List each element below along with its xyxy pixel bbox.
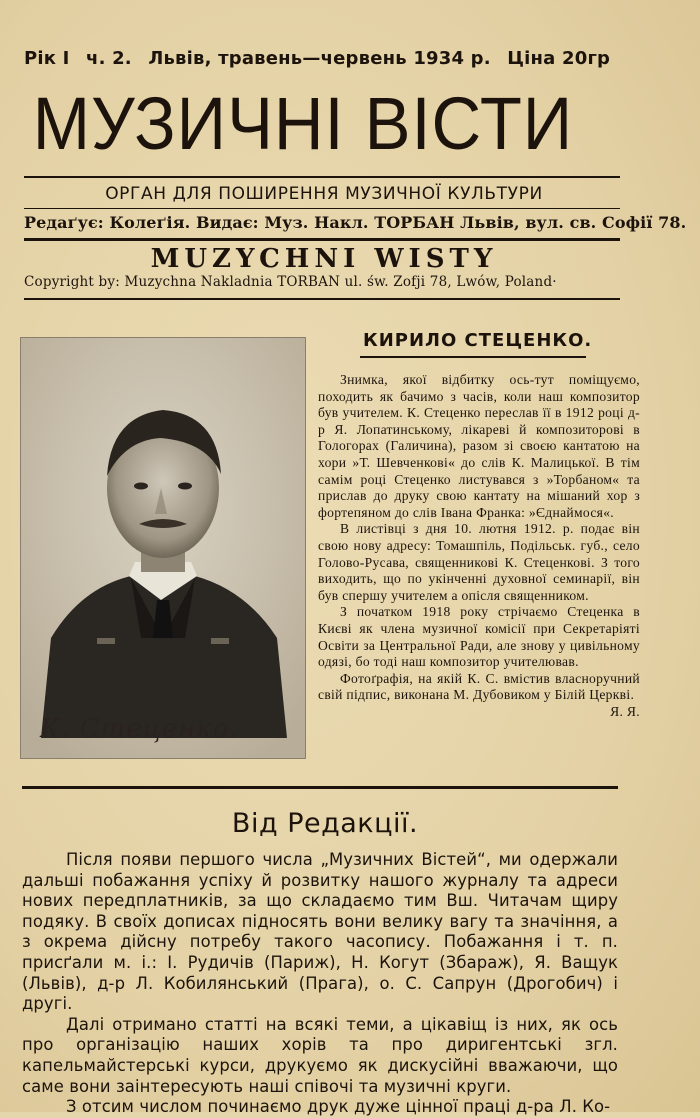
latin-title: MUZYCHNI WISTY: [150, 244, 498, 274]
editorial-body: [22, 850, 618, 1118]
article-author-line: [318, 704, 640, 721]
editorial-paragraph: З отсим числом починаємо друк дуже цінної праці д-ра Л. Ко-: [66, 1097, 611, 1117]
editorial-paragraph: Після появи першого числа „Музичних Вістей“, ми одержали дальші побажання успіху й розвитку нашого журналу та адреси нових передплатників, за що складаємо тим Вш. Читачам щиру подяку. В своїх дописах підносять вони велику вагу та значіння, а з окрема дійсну потребу такого часопису. Побажання і т. п. присґали м. і.: І. Рудичів (Париж), Н. Когут (Збараж), Я. Ващук (Львів), д-р Л. Кобилянський (Прага), о. С. Сапрун (Дрогобич) і другі.: [22, 850, 618, 1014]
editorial-paragraph: Далі отримано статті на всякі теми, а цікавіщ із них, як ось про організацію наших хорів та про диригентські згл. капельмайстерські курси, друкуємо як дискусійні вважаючи, що саме вони заінтересують наші співочі та музичні круги.: [22, 1014, 618, 1096]
portrait-signature: К. Стеценко.: [40, 714, 239, 744]
masthead-rule: [24, 298, 620, 300]
issue-number: ч. 2.: [86, 48, 132, 69]
issue-year: Рік І: [24, 48, 70, 69]
article-title-rule: [360, 356, 586, 358]
article-title: КИРИЛО СТЕЦЕНКО.: [363, 330, 593, 351]
price: Ціна 20гр: [507, 48, 611, 69]
portrait-image: [21, 338, 305, 758]
newspaper-title: МУЗИЧНІ ВІСТИ: [32, 82, 574, 165]
article-paragraph: З початком 1918 року стрічаємо Стеценка в Києві як члена музичної комісії при Секретаріяті Освіти за Центральної Ради, але знову у цивільному одязі, бо тоді наш композитор учителював.: [318, 604, 640, 670]
editors-line: Редаґує: Колеґія. Видає: Муз. Накл. ТОРБАН Львів, вул. св. Софії 78.: [24, 213, 687, 232]
copyright-line: Copyright by: Muzychna Nakladnia TORBAN ul. św. Zofji 78, Lwów, Poland·: [24, 274, 557, 290]
article-paragraph: Знимка, якої відбитку ось-тут поміщуємо, походить як бачимо з часів, коли наш композитор був учителем. К. Стеценко переслав її в 1912 році д-р Я. Лопатинському, лікареві й композиторові в Гологорах (Галичина), разом зі своєю кантатою на хори »Т. Шевченкові« до слів К. Малицької. В тім самім році Стеценко листувався з »Торбаном« та прислав до друку свою кантату на мішаний хор з фортепяном до слів Івана Франка: »Єднаймося«.: [318, 372, 640, 520]
article-closing: Фотоґрафія, на якій К. С. вмістив власноручний свій підпис, виконана М. Дубовиком у Білій Церкві.: [318, 670, 640, 703]
portrait-photo: [20, 337, 306, 759]
issue-line: [24, 48, 624, 69]
article-paragraph: В листівці з дня 10. лютня 1912. р. подає він свою нову адресу: Томашпіль, Подільськ. губ., село Голово-Русава, священникові К. Стеценкові. З того виходить, що по укінченні духовної семинарії, він був спершу учителем а опісля священником.: [318, 521, 640, 603]
place-date: Львів, травень—червень 1934 р.: [148, 48, 491, 69]
title-rule: [24, 176, 620, 178]
section-rule: [22, 786, 618, 789]
subtitle: ОРГАН ДЛЯ ПОШИРЕННЯ МУЗИЧНОЇ КУЛЬТУРИ: [105, 184, 543, 204]
editors-rule: [24, 238, 620, 241]
article-body: [318, 372, 640, 720]
article-author: Я. Я.: [610, 703, 640, 719]
subtitle-rule: [24, 208, 620, 209]
editorial-title: Від Редакції.: [231, 808, 419, 839]
